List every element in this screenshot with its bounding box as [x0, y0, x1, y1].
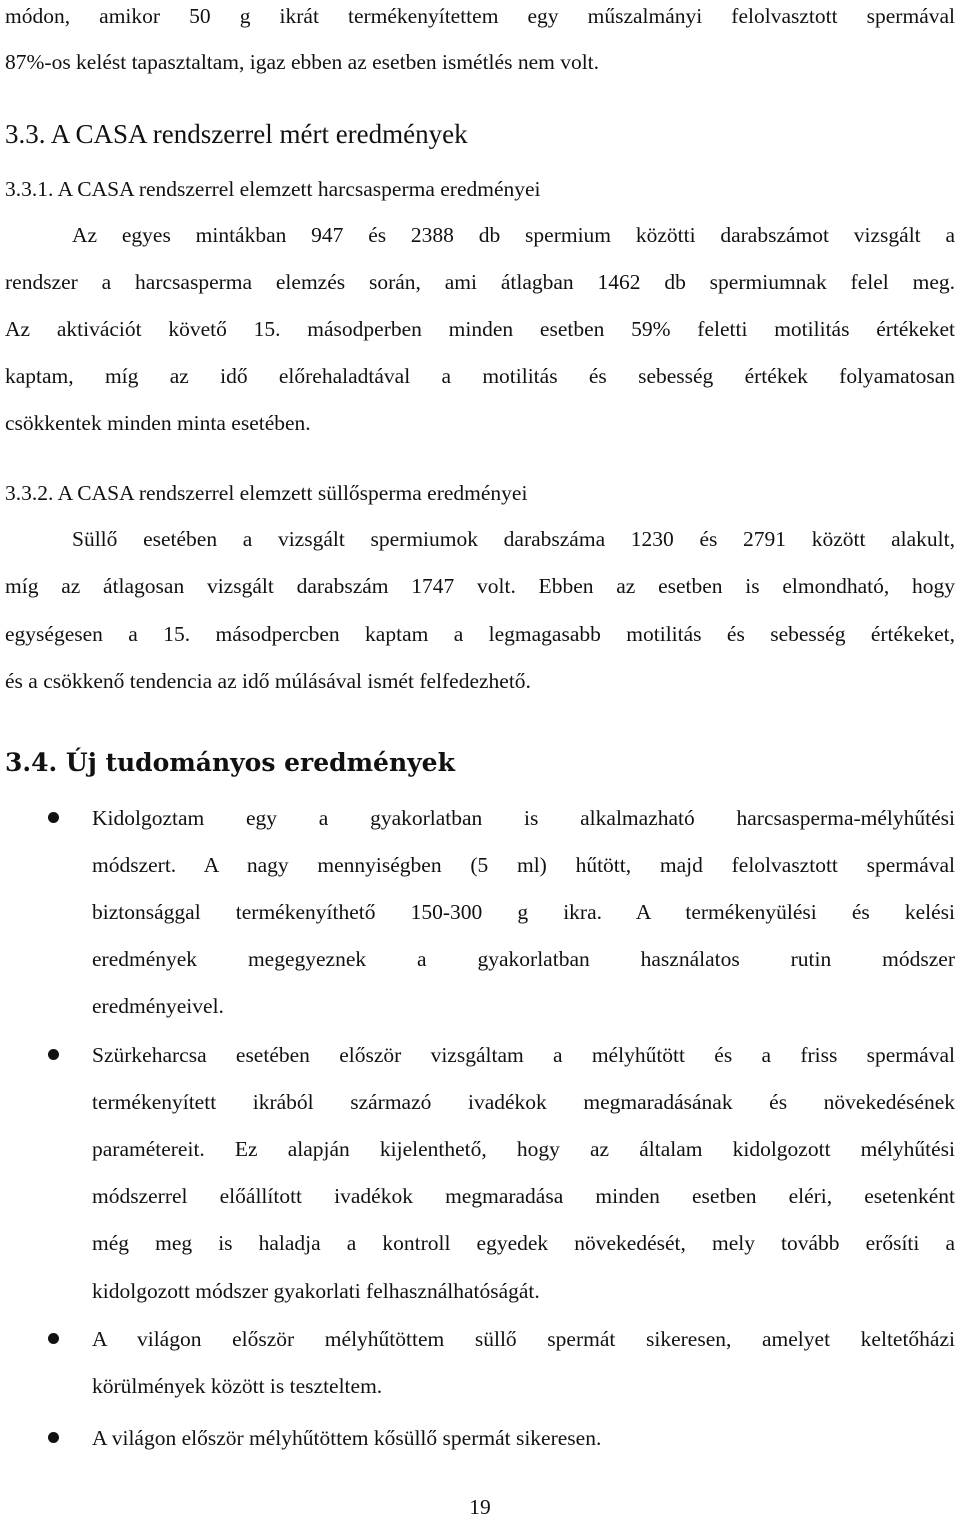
- bullet-2-dot: [48, 1049, 59, 1060]
- bullet-2-line-2: termékenyített ikrából származó ivadékok megmaradásának és növekedésének: [92, 1090, 955, 1114]
- bullet-1-line-4: eredmények megegyeznek a gyakorlatban használatos rutin módszer: [92, 947, 955, 971]
- section-3-3-1-line-5: csökkentek minden minta esetében.: [5, 411, 311, 435]
- bullet-1-line-3: biztonsággal termékenyíthető 150-300 g ikra. A termékenyülési és kelési: [92, 900, 955, 924]
- bullet-1-dot: [48, 812, 59, 823]
- section-3-3-2-line-4: és a csökkenő tendencia az idő múlásával ismét felfedezhető.: [5, 669, 531, 693]
- section-3-3-2-line-2: míg az átlagosan vizsgált darabszám 1747 volt. Ebben az esetben is elmondható, hogy: [5, 574, 955, 598]
- section-3-3-1-line-3: Az aktivációt követő 15. másodperben minden esetben 59% feletti motilitás értékeket: [5, 317, 955, 341]
- section-3-4-heading: 3.4. Új tudományos eredmények: [5, 748, 455, 777]
- section-3-3-1-heading: 3.3.1. A CASA rendszerrel elemzett harcsasperma eredményei: [5, 177, 541, 201]
- intro-line-2: 87%-os kelést tapasztaltam, igaz ebben az esetben ismétlés nem volt.: [5, 50, 600, 74]
- bullet-2-line-1: Szürkeharcsa esetében először vizsgáltam a mélyhűtött és a friss spermával: [92, 1043, 955, 1067]
- section-3-3-1-line-4: kaptam, míg az idő előrehaladtával a motilitás és sebesség értékek folyamatosan: [5, 364, 955, 388]
- bullet-3-dot: [48, 1333, 59, 1344]
- bullet-1-line-1: Kidolgoztam egy a gyakorlatban is alkalmazható harcsasperma-mélyhűtési: [92, 806, 955, 830]
- section-3-3-2-line-3: egységesen a 15. másodpercben kaptam a legmagasabb motilitás és sebesség értékeket,: [5, 622, 955, 646]
- section-3-3-1-line-2: rendszer a harcsasperma elemzés során, ami átlagban 1462 db spermiumnak felel meg.: [5, 270, 955, 294]
- bullet-4-dot: [48, 1432, 59, 1443]
- page-number: 19: [469, 1495, 491, 1519]
- bullet-2-line-4: módszerrel előállított ivadékok megmaradása minden esetben eléri, esetenként: [92, 1184, 955, 1208]
- intro-line-1: módon, amikor 50 g ikrát termékenyítettem egy műszalmányi felolvasztott spermával: [5, 4, 955, 28]
- bullet-2-line-6: kidolgozott módszer gyakorlati felhasználhatóságát.: [92, 1279, 540, 1303]
- section-3-3-2-heading: 3.3.2. A CASA rendszerrel elemzett süllősperma eredményei: [5, 481, 528, 505]
- bullet-2-line-5: még meg is haladja a kontroll egyedek növekedését, mely tovább erősíti a: [92, 1231, 955, 1255]
- bullet-1-line-5: eredményeivel.: [92, 994, 224, 1018]
- bullet-3-line-2: körülmények között is teszteltem.: [92, 1374, 383, 1398]
- bullet-4-line-1: A világon először mélyhűtöttem kősüllő spermát sikeresen.: [92, 1426, 602, 1450]
- section-3-3-1-line-1: Az egyes mintákban 947 és 2388 db spermium közötti darabszámot vizsgált a: [72, 223, 955, 247]
- bullet-2-line-3: paramétereit. Ez alapján kijelenthető, hogy az általam kidolgozott mélyhűtési: [92, 1137, 955, 1161]
- bullet-1-line-2: módszert. A nagy mennyiségben (5 ml) hűtött, majd felolvasztott spermával: [92, 853, 955, 877]
- bullet-3-line-1: A világon először mélyhűtöttem süllő spermát sikeresen, amelyet keltetőházi: [92, 1327, 955, 1351]
- section-3-3-heading: 3.3. A CASA rendszerrel mért eredmények: [5, 119, 468, 149]
- section-3-3-2-line-1: Süllő esetében a vizsgált spermiumok darabszáma 1230 és 2791 között alakult,: [72, 527, 955, 551]
